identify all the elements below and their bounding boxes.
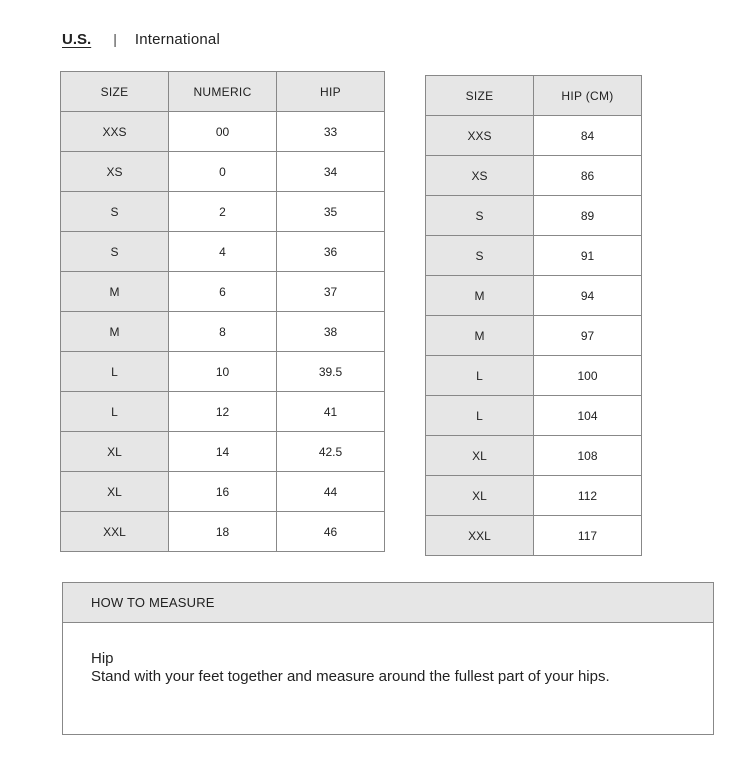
cell-hip-cm: 89 (534, 196, 642, 236)
cell-size: S (426, 236, 534, 276)
cell-size: S (61, 192, 169, 232)
column-header-hip: HIP (277, 72, 385, 112)
cell-size: M (61, 272, 169, 312)
table-row (426, 356, 642, 396)
cell-numeric: 4 (169, 232, 277, 272)
cell-hip-cm: 104 (534, 396, 642, 436)
tab-us[interactable]: U.S. (62, 30, 92, 48)
table-row (61, 512, 385, 552)
table-row (61, 152, 385, 192)
cell-numeric: 00 (169, 112, 277, 152)
table-row (61, 192, 385, 232)
table-row (426, 236, 642, 276)
table-row (426, 516, 642, 556)
cell-size: XXL (61, 512, 169, 552)
cell-size: XXS (61, 112, 169, 152)
cell-hip: 39.5 (277, 352, 385, 392)
cell-numeric: 0 (169, 152, 277, 192)
cell-size: L (61, 352, 169, 392)
cell-hip-cm: 100 (534, 356, 642, 396)
cell-size: M (426, 276, 534, 316)
cell-size: S (61, 232, 169, 272)
cell-hip-cm: 84 (534, 116, 642, 156)
cell-size: XL (61, 432, 169, 472)
table-row (61, 352, 385, 392)
how-to-measure-panel (62, 582, 714, 735)
cell-hip: 35 (277, 192, 385, 232)
cell-hip: 34 (277, 152, 385, 192)
cell-numeric: 16 (169, 472, 277, 512)
cell-size: L (426, 356, 534, 396)
table-row (426, 276, 642, 316)
cell-hip-cm: 97 (534, 316, 642, 356)
tab-separator: | (113, 31, 117, 47)
table-row (426, 436, 642, 476)
cell-numeric: 14 (169, 432, 277, 472)
cell-hip: 37 (277, 272, 385, 312)
column-header-size: SIZE (61, 72, 169, 112)
cell-size: XS (426, 156, 534, 196)
table-header-row (61, 72, 385, 112)
cell-hip: 44 (277, 472, 385, 512)
table-row (61, 112, 385, 152)
table-header-row (426, 76, 642, 116)
tab-international[interactable]: International (134, 30, 220, 48)
cell-numeric: 18 (169, 512, 277, 552)
cell-size: XL (61, 472, 169, 512)
table-row (426, 316, 642, 356)
cell-size: XL (426, 436, 534, 476)
cell-size: XS (61, 152, 169, 192)
how-to-measure-title: HOW TO MEASURE (63, 583, 713, 623)
cell-hip-cm: 112 (534, 476, 642, 516)
cell-size: XXS (426, 116, 534, 156)
cell-size: XL (426, 476, 534, 516)
region-tabs (62, 29, 220, 49)
table-row (426, 196, 642, 236)
cell-hip-cm: 86 (534, 156, 642, 196)
table-row (426, 476, 642, 516)
column-header-hip-cm: HIP (CM) (534, 76, 642, 116)
measure-term-hip: Hip (91, 650, 114, 667)
cell-numeric: 10 (169, 352, 277, 392)
cell-size: L (426, 396, 534, 436)
cell-size: M (61, 312, 169, 352)
cell-hip: 36 (277, 232, 385, 272)
cell-numeric: 2 (169, 192, 277, 232)
cell-hip-cm: 117 (534, 516, 642, 556)
table-row (61, 472, 385, 512)
cell-numeric: 6 (169, 272, 277, 312)
table-row (61, 392, 385, 432)
cell-hip: 33 (277, 112, 385, 152)
cell-size: XXL (426, 516, 534, 556)
cell-hip: 41 (277, 392, 385, 432)
us-size-table (60, 71, 385, 552)
table-row (426, 156, 642, 196)
cell-hip-cm: 94 (534, 276, 642, 316)
cell-numeric: 8 (169, 312, 277, 352)
cell-numeric: 12 (169, 392, 277, 432)
column-header-size: SIZE (426, 76, 534, 116)
table-row (61, 232, 385, 272)
cell-hip: 46 (277, 512, 385, 552)
cell-size: M (426, 316, 534, 356)
table-row (426, 116, 642, 156)
cell-hip: 38 (277, 312, 385, 352)
cell-hip-cm: 91 (534, 236, 642, 276)
cell-hip-cm: 108 (534, 436, 642, 476)
cell-size: L (61, 392, 169, 432)
table-row (61, 312, 385, 352)
table-row (61, 272, 385, 312)
international-size-table (425, 75, 642, 556)
how-to-measure-body (63, 623, 713, 686)
table-row (61, 432, 385, 472)
cell-size: S (426, 196, 534, 236)
measure-description: Stand with your feet together and measure around the fullest part of your hips. (91, 668, 610, 685)
column-header-numeric: NUMERIC (169, 72, 277, 112)
cell-hip: 42.5 (277, 432, 385, 472)
table-row (426, 396, 642, 436)
